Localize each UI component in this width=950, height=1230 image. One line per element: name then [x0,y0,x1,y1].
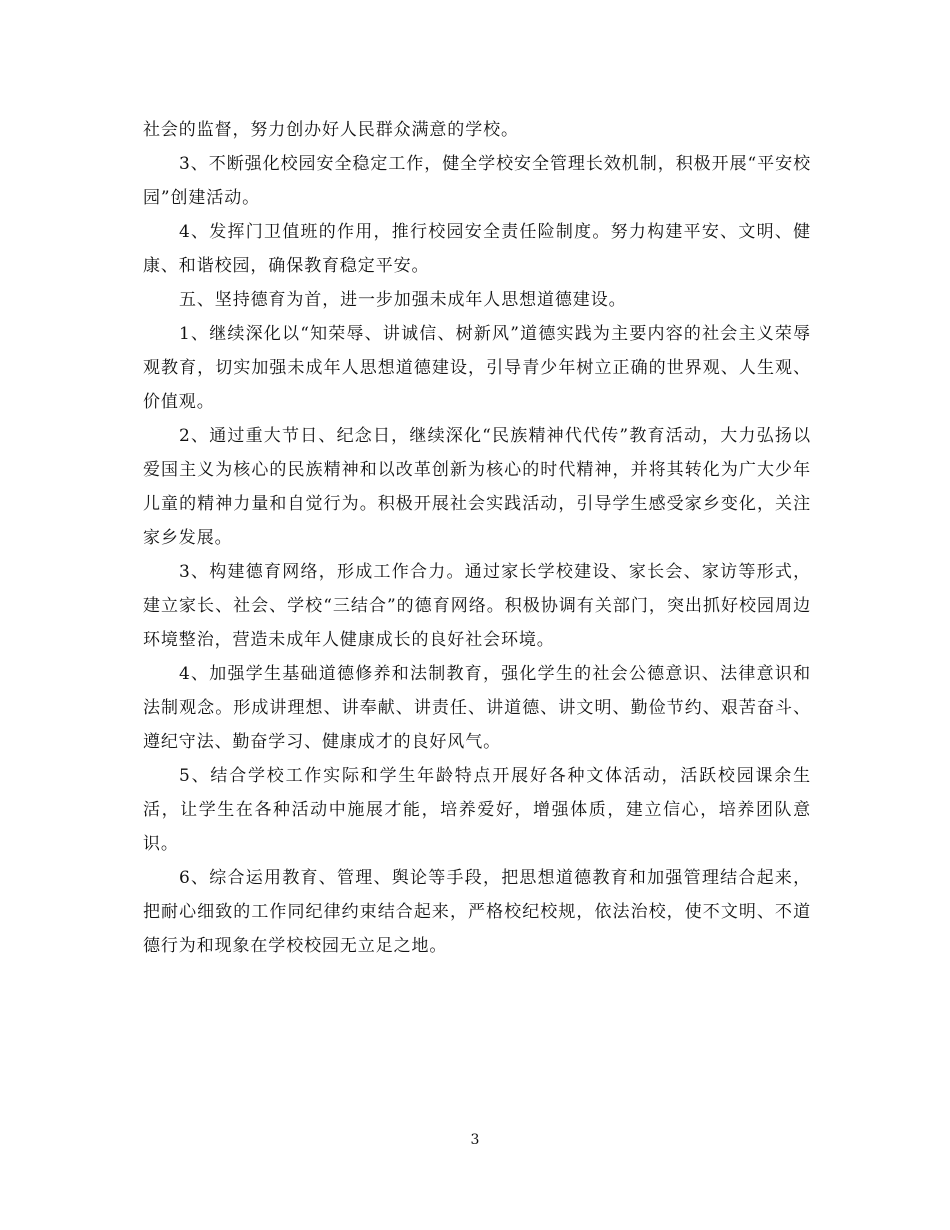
paragraph-item-3-safety: 3、不断强化校园安全稳定工作，健全学校安全管理长效机制，积极开展“平安校园”创建活动。 [143,154,811,208]
paragraph-item-4-guard: 4、发挥门卫值班的作用，推行校园安全责任险制度。努力构建平安、文明、健康、和谐校园，确保教育稳定平安。 [143,222,811,276]
paragraph-item-5-activities: 5、结合学校工作实际和学生年龄特点开展好各种文体活动，活跃校园课余生活，让学生在各种活动中施展才能，培养爱好，增强体质，建立信心，培养团队意识。 [143,766,811,854]
section-heading-5: 五、坚持德育为首，进一步加强未成年人思想道德建设。 [179,290,627,310]
paragraph-item-6-management: 6、综合运用教育、管理、舆论等手段，把思想道德教育和加强管理结合起来，把耐心细致的工作同纪律约束结合起来，严格校纪校规，依法治校，使不文明、不道德行为和现象在学校校园无立足之地。 [143,868,811,956]
paragraph-item-2-national-spirit: 2、通过重大节日、纪念日，继续深化“民族精神代代传”教育活动，大力弘扬以爱国主义为核心的民族精神和以改革创新为核心的时代精神，并将其转化为广大少年儿童的精神力量和自觉行为。积极开展社会实践活动，引导学生感受家乡变化，关注家乡发展。 [143,426,811,548]
paragraph-item-4-moral-law: 4、加强学生基础道德修养和法制教育，强化学生的社会公德意识、法律意识和法制观念。形成讲理想、讲奉献、讲责任、讲道德、讲文明、勤俭节约、艰苦奋斗、遵纪守法、勤奋学习、健康成才的良好风气。 [143,664,811,752]
document-body [143,113,811,963]
page-number: 3 [470,1132,480,1148]
paragraph-continuation: 社会的监督，努力创办好人民群众满意的学校。 [143,120,519,140]
paragraph-item-1-values: 1、继续深化以“知荣辱、讲诚信、树新风”道德实践为主要内容的社会主义荣辱观教育，切实加强未成年人思想道德建设，引导青少年树立正确的世界观、人生观、价值观。 [143,324,811,412]
paragraph-item-3-network: 3、构建德育网络，形成工作合力。通过家长学校建设、家长会、家访等形式，建立家长、社会、学校“三结合”的德育网络。积极协调有关部门，突出抓好校园周边环境整治，营造未成年人健康成长的良好社会环境。 [143,562,811,650]
